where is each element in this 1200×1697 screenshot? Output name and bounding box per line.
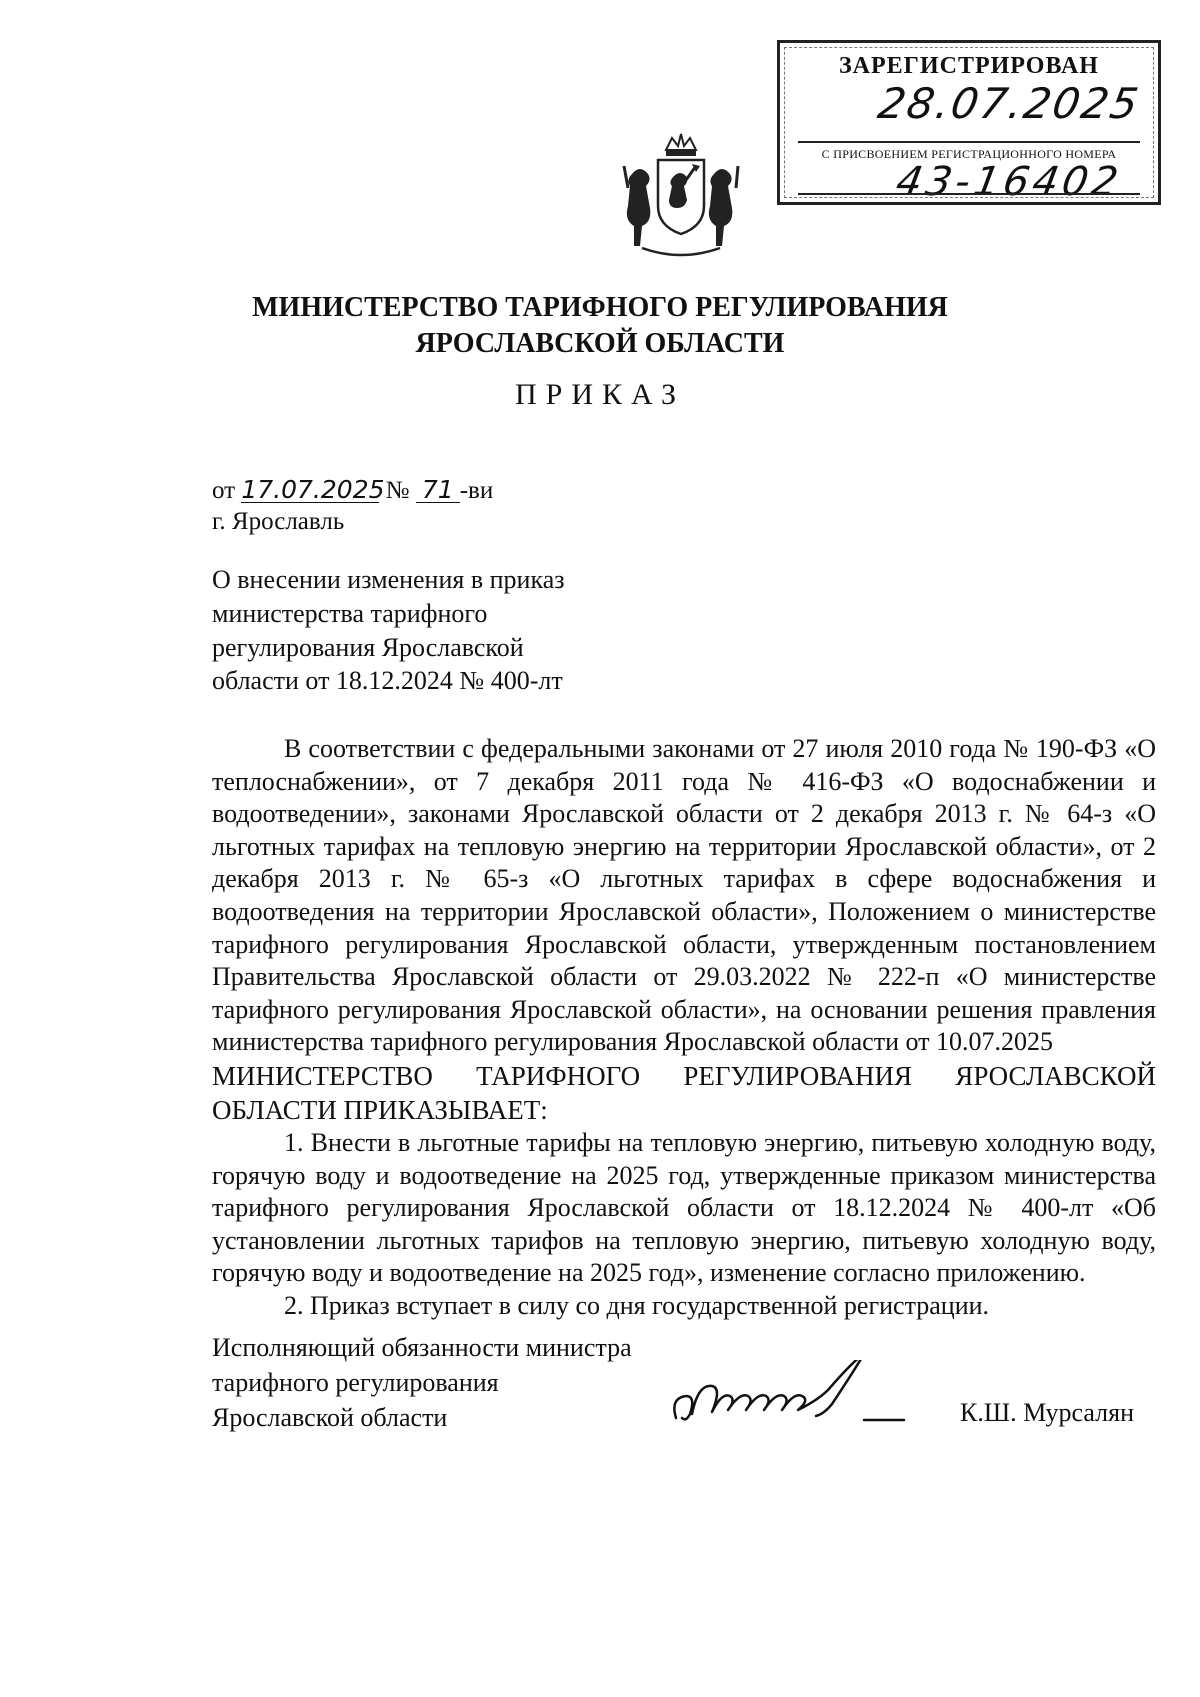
signatory-name: К.Ш. Мурсалян (960, 1398, 1135, 1427)
stamp-date: 28.07.2025 (874, 79, 1144, 128)
coat-of-arms-icon (622, 128, 740, 264)
handwritten-signature (668, 1360, 938, 1430)
document-type: ПРИКАЗ (515, 378, 685, 411)
order-date-number (212, 475, 493, 506)
order-number-sign: № (385, 477, 410, 504)
signatory-position (212, 1330, 632, 1435)
subject-line: О внесении изменения в приказ (212, 565, 565, 594)
signatory-position-line1: Исполняющий обязанности министра (212, 1333, 632, 1362)
order-city: г. Ярославль (212, 508, 345, 535)
order-item-1: 1. Внести в льготные тарифы на тепловую энергию, питьевую холодную воду, горячую воду и водоотведение на 2025 год, утвержденные приказом министерства тарифного регулирования Ярославской области от 18.12.2024 № 400-лт «Об установлении льготных тарифов на тепловую энергию, питьевую холодную воду, горячую воду и водоотведение на 2025 год», изменение согласно приложению. (212, 1127, 1156, 1288)
subject-line: регулирования Ярославской (212, 632, 524, 662)
signatory-position-line2: тарифного регулирования (212, 1368, 499, 1397)
order-number: 71 (416, 477, 460, 503)
decree-paragraph: МИНИСТЕРСТВО ТАРИФНОГО РЕГУЛИРОВАНИЯ ЯРОСЛАВСКОЙ ОБЛАСТИ ПРИКАЗЫВАЕТ: (212, 1060, 1156, 1125)
order-number-suffix: -ви (459, 477, 494, 504)
stamp-registration-number: 43-16402 (892, 159, 1126, 205)
ministry-heading (0, 290, 1200, 361)
stamp-subtitle: С ПРИСВОЕНИЕМ РЕГИСТРАЦИОННОГО НОМЕРА (821, 147, 1117, 161)
subject-line: министерства тарифного (212, 598, 488, 628)
stamp-divider (798, 141, 1140, 143)
order-body (212, 733, 1156, 1323)
stamp-title: ЗАРЕГИСТРИРОВАН (839, 53, 1099, 79)
order-item-2: 2. Приказ вступает в силу со дня государственной регистрации. (284, 1290, 990, 1320)
order-subject (212, 563, 565, 698)
stamp-divider (798, 193, 1140, 195)
preamble-paragraph: В соответствии с федеральными законами от 27 июля 2010 года № 190-ФЗ «О теплоснабжении», от 7 декабря 2011 года № 416-ФЗ «О водоснабжении и водоотведении», законами Ярославской области от 2 декабря 2013 г. № 64-з «О льготных тарифах на тепловую энергию на территории Ярославской области», от 2 декабря 2013 г. № 65-з «О льготных тарифах в сфере водоснабжения и водоотведения на территории Ярославской области», Положением о министерстве тарифного регулирования Ярославской области, утвержденным постановлением Правительства Ярославской области от 29.03.2022 № 222-п «О министерстве тарифного регулирования Ярославской области», на основании решения правления министерства тарифного регулирования Ярославской области от 10.07.2025 (212, 734, 1156, 1057)
registration-stamp (777, 40, 1161, 205)
signatory-position-line3: Ярославской области (212, 1403, 448, 1432)
ministry-heading-line1: МИНИСТЕРСТВО ТАРИФНОГО РЕГУЛИРОВАНИЯ (252, 292, 948, 323)
ministry-heading-line2: ЯРОСЛАВСКОЙ ОБЛАСТИ (415, 327, 785, 359)
order-from-prefix: от (212, 477, 236, 504)
order-date: 17.07.2025 (241, 475, 385, 504)
subject-line: области от 18.12.2024 № 400-лт (212, 666, 563, 696)
